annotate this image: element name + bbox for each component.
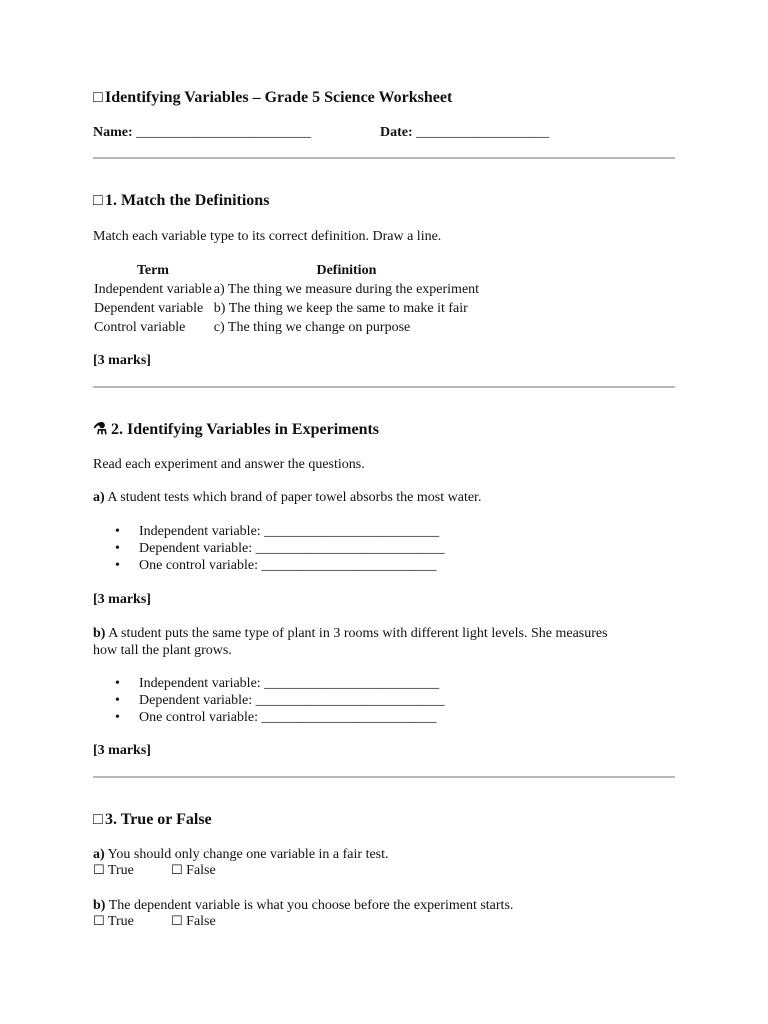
term-cell: Independent variable bbox=[94, 282, 212, 297]
column-header-term: Term bbox=[136, 263, 169, 278]
list-item[interactable]: • One control variable: _________________________ bbox=[115, 710, 437, 725]
match-table bbox=[93, 261, 480, 337]
flask-icon: ⚗ bbox=[93, 421, 108, 438]
experiment-a-marks: [3 marks] bbox=[93, 592, 151, 607]
experiment-a-prompt: a) A student tests which brand of paper towel absorbs the most water. bbox=[93, 490, 482, 505]
definition-cell: b) The thing we keep the same to make it fair bbox=[213, 301, 468, 316]
title-icon: □ bbox=[93, 89, 103, 106]
name-label: Name: bbox=[93, 125, 133, 140]
checkbox-icon[interactable]: ☐ bbox=[93, 863, 105, 878]
name-line[interactable] bbox=[93, 124, 311, 141]
checkbox-icon[interactable]: ☐ bbox=[171, 914, 183, 929]
name-blank[interactable]: _________________________ bbox=[136, 125, 312, 140]
question-b-option-true[interactable]: ☐ True bbox=[93, 914, 134, 929]
list-item[interactable]: • One control variable: _________________________ bbox=[115, 558, 437, 573]
checkbox-icon[interactable]: ☐ bbox=[93, 914, 105, 929]
title-text: Identifying Variables – Grade 5 Science Worksheet bbox=[105, 89, 453, 106]
question-a-option-false[interactable]: ☐ False bbox=[171, 863, 216, 878]
table-row bbox=[93, 299, 480, 318]
column-header-definition: Definition bbox=[316, 263, 377, 278]
divider bbox=[93, 386, 675, 388]
list-item[interactable]: • Dependent variable: ___________________________ bbox=[115, 541, 445, 556]
table-header-row bbox=[93, 261, 480, 280]
page-title bbox=[93, 89, 452, 106]
experiment-b-blanks bbox=[93, 675, 445, 726]
date-blank[interactable]: ___________________ bbox=[416, 125, 550, 140]
section1-marks: [3 marks] bbox=[93, 353, 151, 368]
section3-icon: □ bbox=[93, 811, 103, 828]
table-row bbox=[93, 318, 480, 337]
date-label: Date: bbox=[380, 125, 413, 140]
divider bbox=[93, 157, 675, 159]
list-item[interactable]: • Independent variable: _________________________ bbox=[115, 524, 440, 539]
date-line[interactable] bbox=[380, 124, 549, 141]
experiment-b-prompt: b) A student puts the same type of plant in 3 rooms with different light levels. She measures how tall the plant grows. bbox=[93, 626, 608, 658]
term-cell: Dependent variable bbox=[94, 301, 204, 316]
section2-instruction: Read each experiment and answer the questions. bbox=[93, 457, 365, 472]
term-cell: Control variable bbox=[94, 320, 186, 335]
experiment-a-blanks bbox=[93, 523, 445, 574]
list-item[interactable]: • Dependent variable: ___________________________ bbox=[115, 693, 445, 708]
checkbox-icon[interactable]: ☐ bbox=[171, 863, 183, 878]
experiment-b-marks: [3 marks] bbox=[93, 743, 151, 758]
list-item[interactable]: • Independent variable: _________________________ bbox=[115, 676, 440, 691]
table-row bbox=[93, 280, 480, 299]
section1-icon: □ bbox=[93, 192, 103, 209]
section1-heading: □ 1. Match the Definitions bbox=[93, 192, 270, 209]
definition-cell: c) The thing we change on purpose bbox=[213, 320, 411, 335]
question-a-option-true[interactable]: ☐ True bbox=[93, 863, 134, 878]
divider bbox=[93, 776, 675, 778]
section3-heading: □ 3. True or False bbox=[93, 811, 212, 828]
question-b: b) The dependent variable is what you choose before the experiment starts. bbox=[93, 898, 514, 913]
section1-instruction: Match each variable type to its correct definition. Draw a line. bbox=[93, 229, 442, 244]
definition-cell: a) The thing we measure during the experiment bbox=[213, 282, 480, 297]
question-a: a) You should only change one variable in a fair test. bbox=[93, 847, 389, 862]
section2-heading: ⚗ 2. Identifying Variables in Experiments bbox=[93, 421, 380, 438]
question-b-option-false[interactable]: ☐ False bbox=[171, 914, 216, 929]
